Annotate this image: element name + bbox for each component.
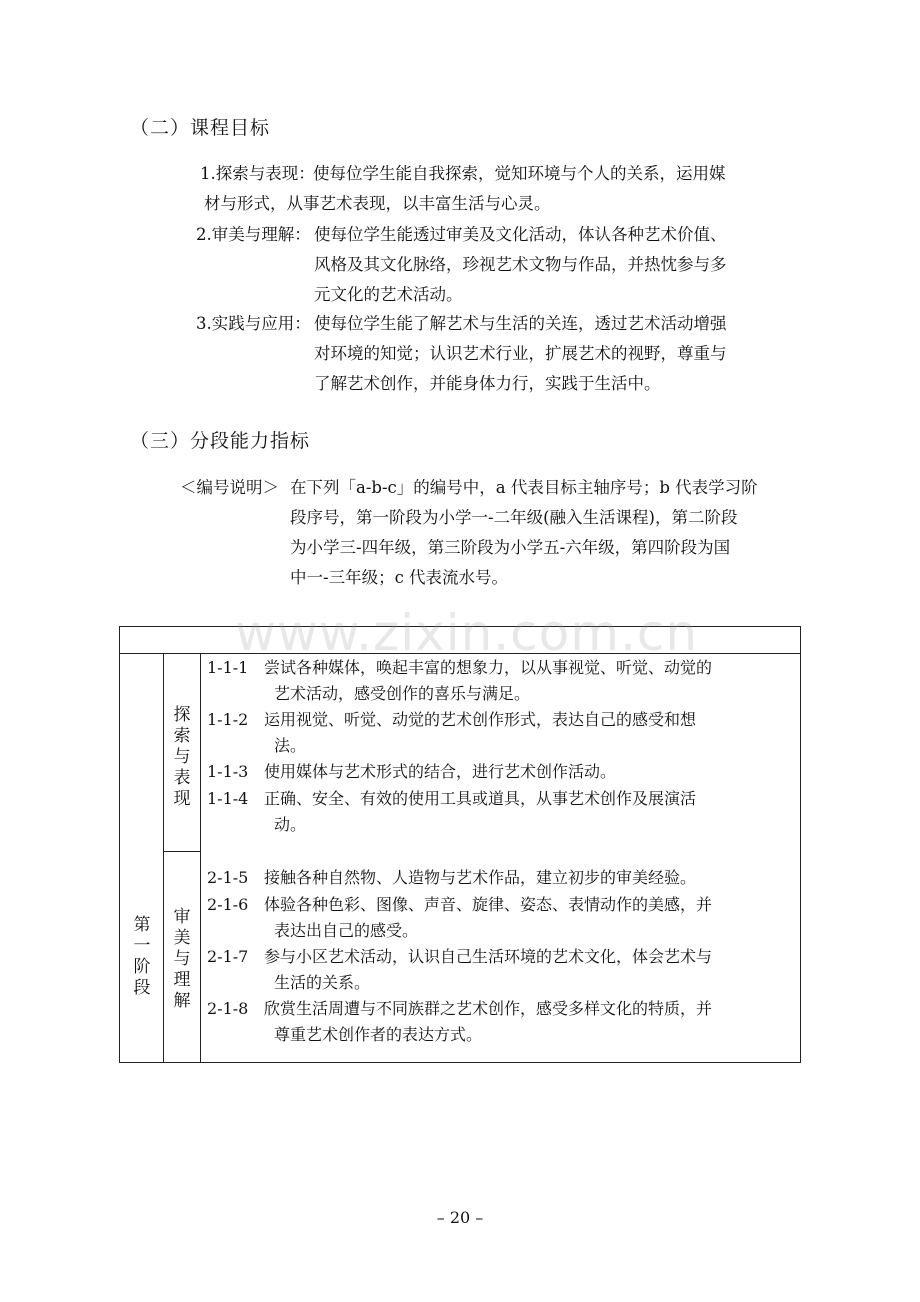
goal-3-text-line2: 对环境的知觉；认识艺术行业，扩展艺术的视野，尊重与 — [314, 344, 727, 363]
indicator-code: 2-1-6 — [207, 895, 249, 914]
numbering-note-line4: 中一-三年级；c 代表流水号。 — [290, 568, 509, 587]
indicator-code: 1-1-2 — [207, 710, 249, 729]
axis-label-explore-text: 探索与表现 — [173, 705, 191, 809]
indicator-row — [207, 759, 807, 785]
axis-label-aesthetic — [171, 907, 193, 1012]
goal-item-1 — [200, 159, 805, 221]
indicator-text — [264, 786, 805, 838]
indicator-text — [264, 892, 805, 944]
indicator-code: 2-1-8 — [207, 999, 249, 1018]
indicator-text — [264, 865, 805, 891]
table-group-divider — [163, 851, 200, 852]
page-number: – 20 – — [436, 1208, 484, 1227]
indicator-line2: 生活的关系。 — [274, 973, 371, 992]
goal-3-text-line3: 了解艺术创作，并能身体力行，实践于生活中。 — [314, 374, 661, 393]
goal-2-text-line3: 元文化的艺术活动。 — [314, 285, 463, 304]
section-heading-stage-indicators: （三）分段能力指标 — [130, 430, 311, 452]
indicator-code: 1-1-4 — [207, 789, 249, 808]
goal-3-text-line1: 使每位学生能了解艺术与生活的关连，透过艺术活动增强 — [314, 314, 727, 333]
table-header-divider — [120, 653, 800, 654]
goal-2-text-line2: 风格及其文化脉络，珍视艺术文物与作品，并热忱参与多 — [314, 255, 727, 274]
indicator-text — [264, 759, 805, 785]
indicator-line1: 参与小区艺术活动，认识自己生活环境的艺术文化，体会艺术与 — [264, 947, 713, 966]
indicator-row — [207, 655, 807, 707]
watermark: www.zixin.com.cn — [235, 604, 699, 662]
indicator-text — [264, 707, 805, 759]
goal-3-label: 3.实践与应用： — [196, 314, 311, 333]
goal-2-label: 2.审美与理解： — [196, 225, 311, 244]
numbering-note-label: ＜编号说明＞ — [180, 478, 279, 497]
numbering-note-line1: 在下列「a-b-c」的编号中，a 代表目标主轴序号；b 代表学习阶 — [290, 478, 758, 497]
indicator-row — [207, 707, 807, 759]
indicator-text — [264, 944, 805, 996]
indicator-code: 2-1-7 — [207, 947, 249, 966]
indicator-line1: 体验各种色彩、图像、声音、旋律、姿态、表情动作的美感，并 — [264, 895, 713, 914]
indicator-text — [264, 996, 805, 1048]
goal-1-label: 1.探索与表现： — [200, 164, 315, 183]
section-heading-course-goals: （二）课程目标 — [130, 117, 271, 139]
indicator-code: 1-1-3 — [207, 762, 249, 781]
indicator-row — [207, 892, 807, 944]
indicator-code: 1-1-1 — [207, 658, 249, 677]
goal-item-3 — [196, 309, 806, 401]
indicator-code: 2-1-5 — [207, 868, 249, 887]
indicator-line1: 使用媒体与艺术形式的结合，进行艺术创作活动。 — [264, 762, 617, 781]
indicator-line2: 动。 — [274, 815, 307, 834]
indicator-line2: 尊重艺术创作者的表达方式。 — [274, 1025, 483, 1044]
indicator-line1: 欣赏生活周遭与不同族群之艺术创作，感受多样文化的特质，并 — [264, 999, 713, 1018]
indicator-line1: 运用视觉、听觉、动觉的艺术创作形式，表达自己的感受和想 — [264, 710, 697, 729]
indicator-row — [207, 944, 807, 996]
competency-table — [119, 626, 801, 1063]
stage-label — [131, 915, 153, 999]
indicator-row — [207, 996, 807, 1048]
goal-1-text-line1: 使每位学生能自我探索，觉知环境与个人的关系，运用媒 — [313, 164, 726, 183]
indicator-row — [207, 786, 807, 838]
indicator-row — [207, 865, 807, 891]
numbering-note — [180, 473, 805, 595]
stage-label-text: 第一阶段 — [133, 915, 151, 998]
numbering-note-line2: 段序号，第一阶段为小学一-二年级(融入生活课程)，第二阶段 — [290, 508, 738, 527]
goal-1-text-line2: 材与形式，从事艺术表现，以丰富生活与心灵。 — [204, 194, 551, 213]
table-col-divider-2 — [200, 653, 201, 1062]
table-col-divider-1 — [163, 653, 164, 1062]
axis-label-aesthetic-text: 审美与理解 — [173, 907, 191, 1011]
numbering-note-line3: 为小学三-四年级，第三阶段为小学五-六年级，第四阶段为国 — [290, 538, 731, 557]
goal-item-2 — [196, 220, 806, 312]
goal-2-text-line1: 使每位学生能透过审美及文化活动，体认各种艺术价值、 — [314, 225, 727, 244]
indicator-line2: 法。 — [274, 736, 307, 755]
indicator-line1: 尝试各种媒体，唤起丰富的想象力，以从事视觉、听觉、动觉的 — [264, 658, 713, 677]
indicator-text — [264, 655, 805, 707]
indicator-line1: 正确、安全、有效的使用工具或道具，从事艺术创作及展演活 — [264, 789, 697, 808]
indicator-line2: 艺术活动，感受创作的喜乐与满足。 — [274, 684, 531, 703]
indicator-line1: 接触各种自然物、人造物与艺术作品，建立初步的审美经验。 — [264, 868, 697, 887]
indicator-line2: 表达出自己的感受。 — [274, 921, 419, 940]
axis-label-explore — [171, 705, 193, 810]
